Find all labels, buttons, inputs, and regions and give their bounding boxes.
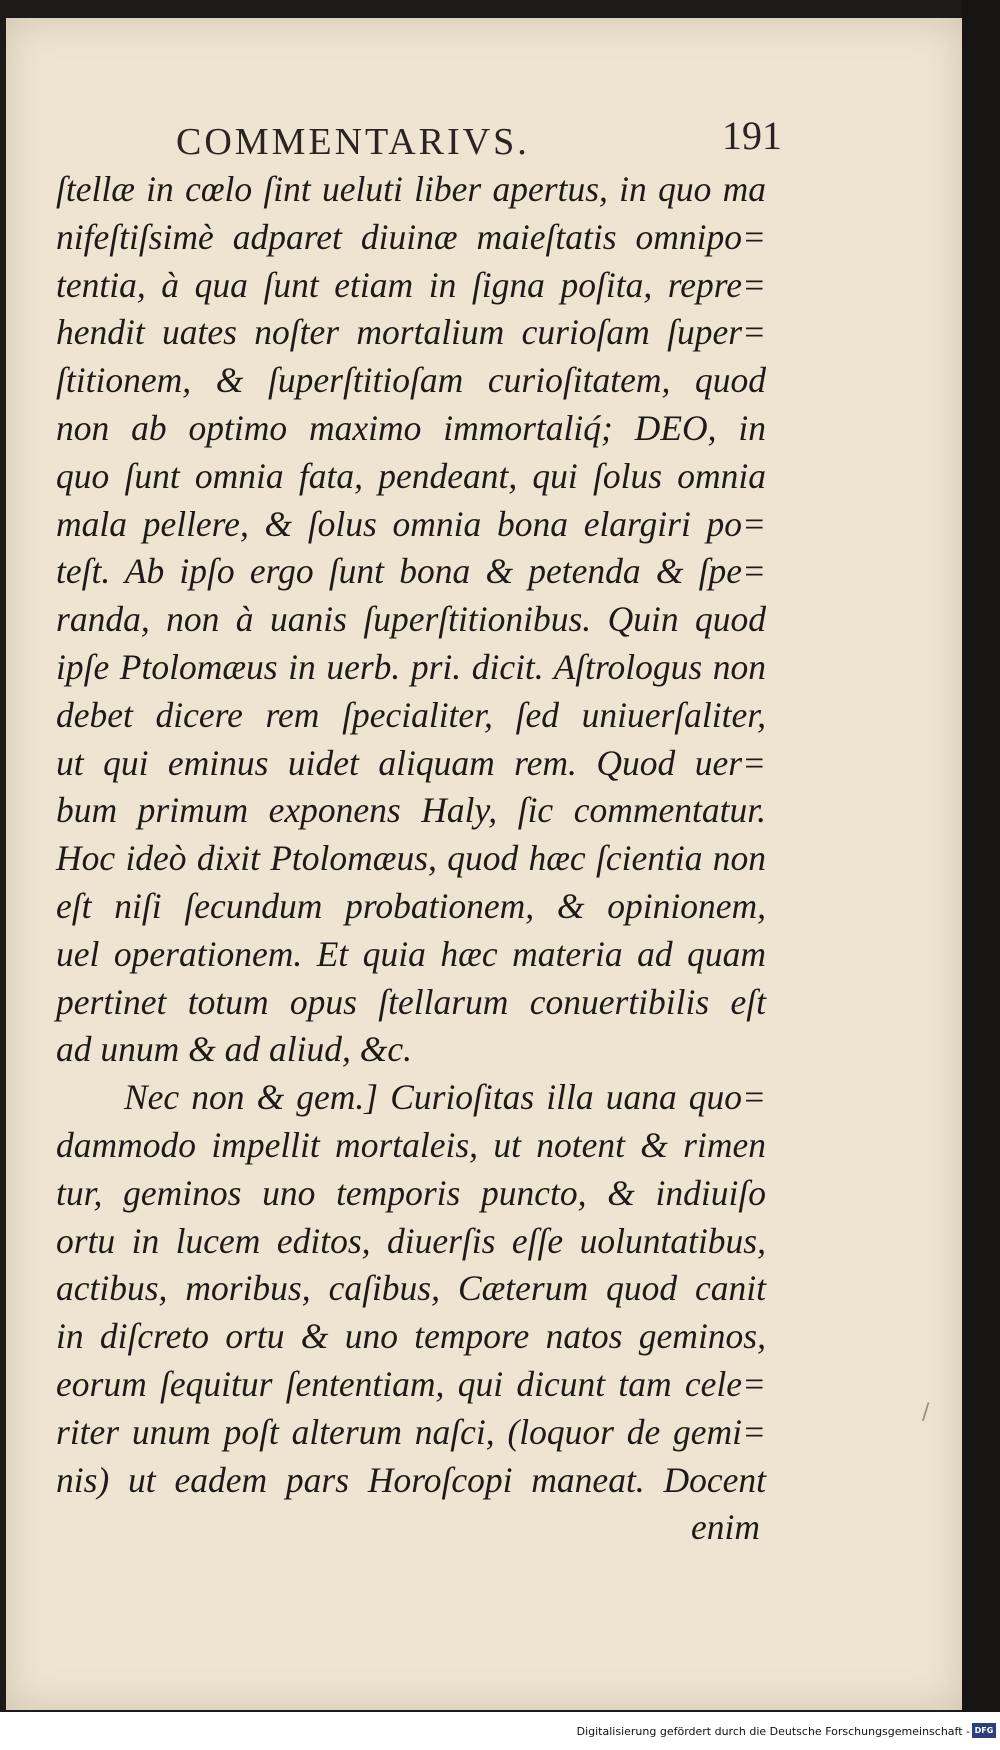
text-line: in diſcreto ortu & uno tempore natos geminos, [56, 1316, 766, 1357]
text-line: ortu in lucem editos, diuerſis eſſe uoluntatibus, [56, 1220, 766, 1261]
text-line: nifeſtiſsimè adparet diuinæ maieſtatis omnipo= [56, 216, 766, 257]
digitization-footer [0, 1712, 1000, 1750]
funding-credit: Digitalisierung gefördert durch die Deutsche Forschungsgemeinschaft - [576, 1725, 970, 1738]
text-line: hendit uates noſter mortalium curioſam ſuper= [56, 312, 766, 353]
body-text [56, 166, 766, 1552]
text-line: ipſe Ptolomæus in uerb. pri. dicit. Aſtrologus non [56, 646, 766, 687]
running-title: COMMENTARIVS. [176, 121, 530, 163]
dfg-logo: DFG [972, 1723, 996, 1738]
book-page [6, 18, 965, 1710]
text-line: ſtitionem, & ſuperſtitioſam curioſitatem, quod [56, 360, 766, 401]
page-header [176, 98, 782, 168]
text-line: quo ſunt omnia fata, pendeant, qui ſolus omnia [56, 455, 766, 496]
page-number: 191 [722, 113, 782, 158]
text-line: eſt niſi ſecundum probationem, & opinionem, [56, 885, 766, 926]
margin-mark: / [922, 1400, 930, 1425]
text-line: Nec non & gem.] Curioſitas illa uana quo= [124, 1077, 766, 1118]
text-line: actibus, moribus, caſibus, Cæterum quod canit [56, 1268, 766, 1309]
text-line: Hoc ideò dixit Ptolomæus, quod hæc ſcientia non [56, 838, 766, 879]
catchword: enim [690, 1507, 760, 1548]
text-line: randa, non à uanis ſuperſtitionibus. Quin quod [56, 599, 766, 640]
scan-border [962, 0, 1000, 1712]
text-line: debet dicere rem ſpecialiter, ſed uniuerſaliter, [56, 694, 766, 735]
text-line: riter unum poſt alterum naſci, (loquor de gemi= [56, 1411, 766, 1452]
text-line: teſt. Ab ipſo ergo ſunt bona & petenda & ſpe= [56, 551, 766, 592]
text-line: mala pellere, & ſolus omnia bona elargiri po= [56, 503, 766, 544]
text-line: tur, geminos uno temporis puncto, & indiuiſo [56, 1172, 766, 1213]
text-line: eorum ſequitur ſententiam, qui dicunt tam cele= [56, 1363, 766, 1404]
text-line: ut qui eminus uidet aliquam rem. Quod uer= [56, 742, 766, 783]
text-line: uel operationem. Et quia hæc materia ad quam [56, 933, 766, 974]
text-line: dammodo impellit mortaleis, ut notent & rimen [56, 1124, 766, 1165]
text-line: ſtellæ in cœlo ſint ueluti liber apertus, in quo ma [56, 169, 766, 209]
text-line: nis) ut eadem pars Horoſcopi maneat. Docent [56, 1459, 766, 1500]
text-line: pertinet totum opus ſtellarum conuertibilis eſt [56, 981, 766, 1022]
text-line: ad unum & ad aliud, &c. [56, 1029, 412, 1070]
text-line: non ab optimo maximo immortaliq́; DEO, in [56, 407, 766, 448]
text-line: bum primum exponens Haly, ſic commentatur. [56, 790, 766, 831]
text-line: tentia, à qua ſunt etiam in ſigna poſita, repre= [56, 264, 766, 305]
